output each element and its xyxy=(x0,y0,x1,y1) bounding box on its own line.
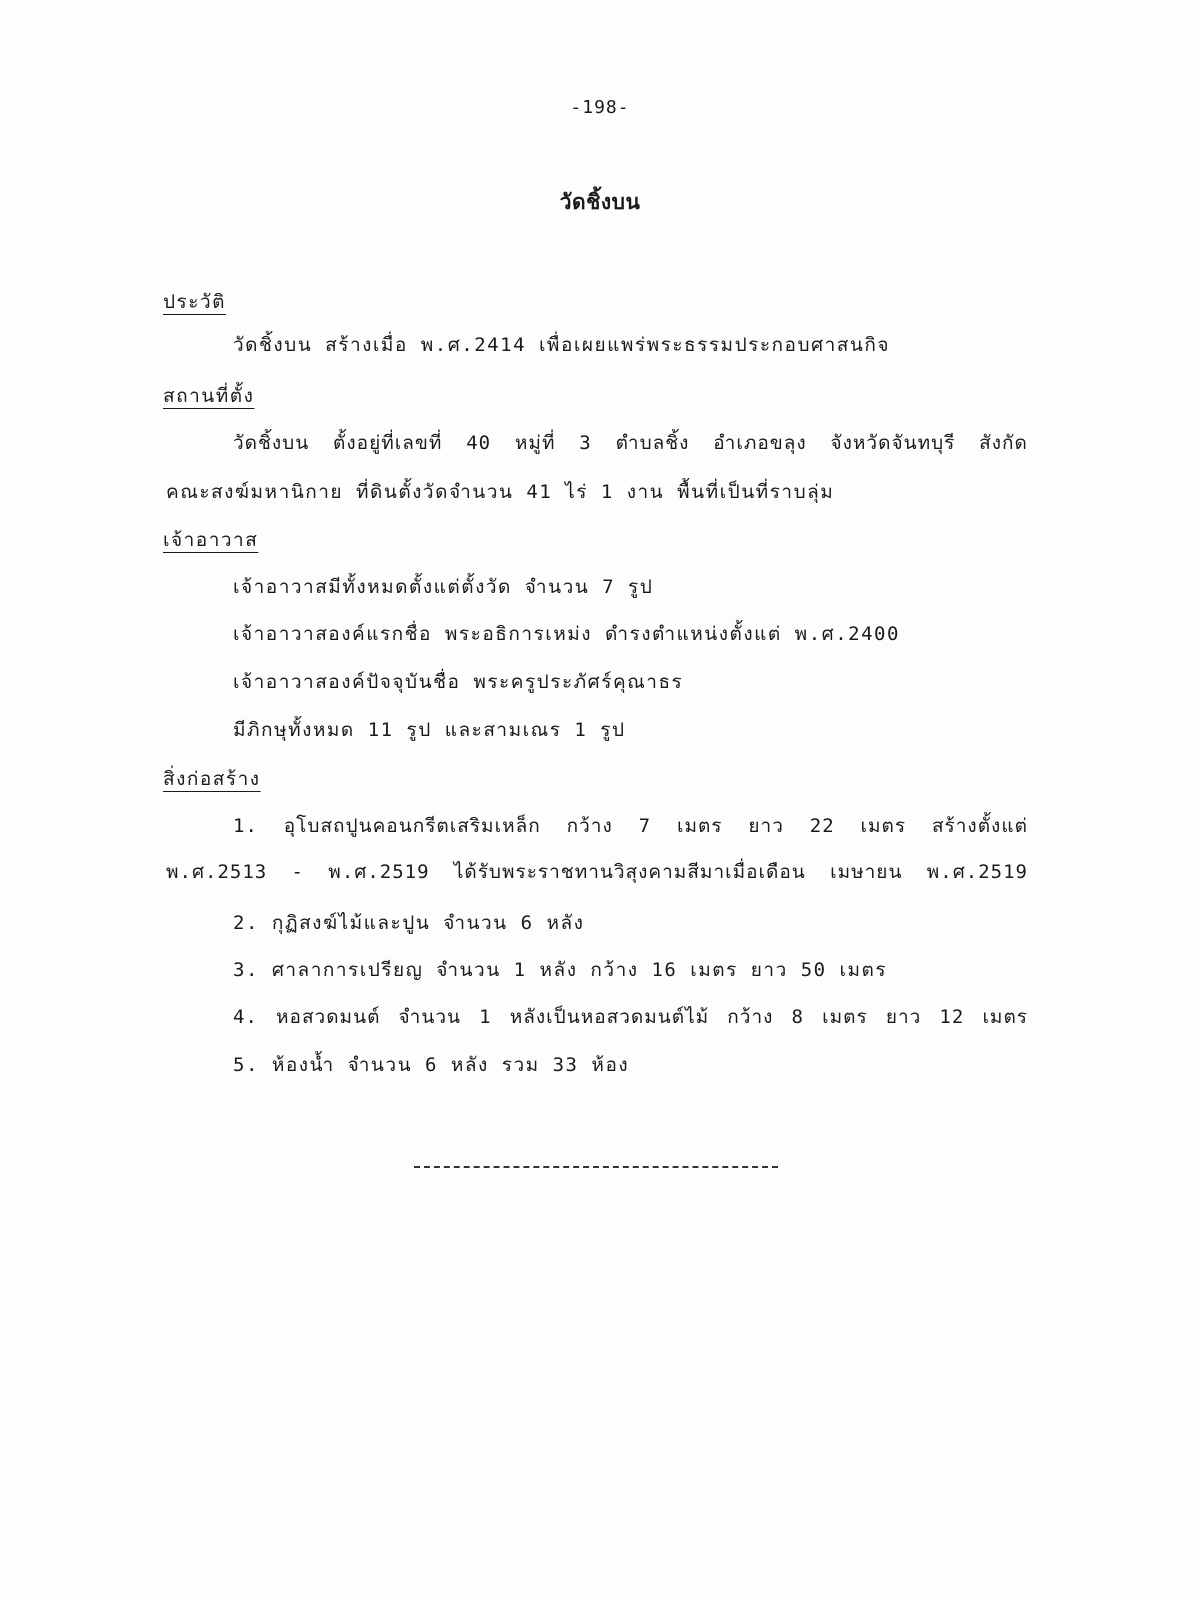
building-word: 12 xyxy=(939,1006,965,1028)
building-word: เมตร xyxy=(860,815,907,837)
section-heading-location: สถานที่ตั้ง xyxy=(163,385,255,407)
location-word: ตำบลชิ้ง xyxy=(615,432,690,454)
location-word: จังหวัดจันทบุรี xyxy=(830,432,956,454)
building-item-4 xyxy=(233,1005,1028,1029)
end-divider xyxy=(414,1166,778,1168)
section-heading-buildings: สิ่งก่อสร้าง xyxy=(163,768,261,790)
location-word: 40 xyxy=(466,432,492,454)
building-word: กว้าง xyxy=(566,815,613,837)
location-line-2: คณะสงฆ์มหานิกาย ที่ดินตั้งวัดจำนวน 41 ไร่ 1 งาน พื้นที่เป็นที่ราบลุ่ม xyxy=(166,481,835,503)
building-word: หลังเป็นหอสวดมนต์ไม้ xyxy=(509,1006,710,1028)
building-word: เมตร xyxy=(676,815,723,837)
building-word: 22 xyxy=(809,815,835,837)
building-item-1-line-2 xyxy=(166,860,1028,884)
building-word: เมตร xyxy=(982,1006,1028,1028)
building-word: พ.ศ.2519 xyxy=(328,861,430,883)
location-line-1 xyxy=(233,431,1028,455)
abbots-line: เจ้าอาวาสองค์แรกชื่อ พระอธิการเหม่ง ดำรงตำแหน่งตั้งแต่ พ.ศ.2400 xyxy=(233,623,900,645)
building-word: ยาว xyxy=(748,815,784,837)
building-word: 1 xyxy=(479,1006,492,1028)
building-word: ยาว xyxy=(885,1006,922,1028)
section-heading-history: ประวัติ xyxy=(163,291,226,313)
building-word: 8 xyxy=(791,1006,804,1028)
location-word: หมู่ที่ xyxy=(514,432,556,454)
building-word: 1. xyxy=(233,815,258,837)
building-word: พ.ศ.2519 xyxy=(926,861,1028,883)
location-word: วัดชิ้งบน xyxy=(233,432,310,454)
building-word: 4. xyxy=(233,1006,258,1028)
document-title: วัดชิ้งบน xyxy=(559,190,641,214)
building-word: หอสวดมนต์ xyxy=(276,1006,381,1028)
history-text: วัดชิ้งบน สร้างเมื่อ พ.ศ.2414 เพื่อเผยแพร่พระธรรมประกอบศาสนกิจ xyxy=(233,334,890,356)
location-word: อำเภอขลุง xyxy=(713,432,807,454)
building-word: จำนวน xyxy=(398,1006,461,1028)
building-item-5: 5. ห้องน้ำ จำนวน 6 หลัง รวม 33 ห้อง xyxy=(233,1054,630,1076)
abbots-line: เจ้าอาวาสองค์ปัจจุบันชื่อ พระครูประภัศร์คุณาธร xyxy=(233,671,684,693)
building-word: สร้างตั้งแต่ xyxy=(931,815,1028,837)
building-item-1-line-1 xyxy=(233,814,1028,838)
building-word: อุโบสถปูนคอนกรีตเสริมเหล็ก xyxy=(283,815,541,837)
section-heading-abbots: เจ้าอาวาส xyxy=(163,529,259,551)
building-word: เมษายน xyxy=(830,861,903,883)
location-word: 3 xyxy=(579,432,592,454)
building-word: ได้รับพระราชทานวิสุงคามสีมาเมื่อเดือน xyxy=(453,861,806,883)
building-word: 7 xyxy=(638,815,652,837)
abbots-line: มีภิกษุทั้งหมด 11 รูป และสามเณร 1 รูป xyxy=(233,719,626,741)
location-word: สังกัด xyxy=(979,432,1028,454)
building-word: พ.ศ.2513 xyxy=(166,861,268,883)
abbots-line: เจ้าอาวาสมีทั้งหมดตั้งแต่ตั้งวัด จำนวน 7 รูป xyxy=(233,576,654,598)
building-word: กว้าง xyxy=(727,1006,774,1028)
building-item-2: 2. กุฏิสงฆ์ไม้และปูน จำนวน 6 หลัง xyxy=(233,912,585,934)
location-word: ตั้งอยู่ที่เลขที่ xyxy=(333,432,443,454)
building-word: - xyxy=(291,861,304,883)
building-item-3: 3. ศาลาการเปรียญ จำนวน 1 หลัง กว้าง 16 เมตร ยาว 50 เมตร xyxy=(233,959,888,981)
building-word: เมตร xyxy=(822,1006,868,1028)
page-number: -198- xyxy=(570,97,630,118)
